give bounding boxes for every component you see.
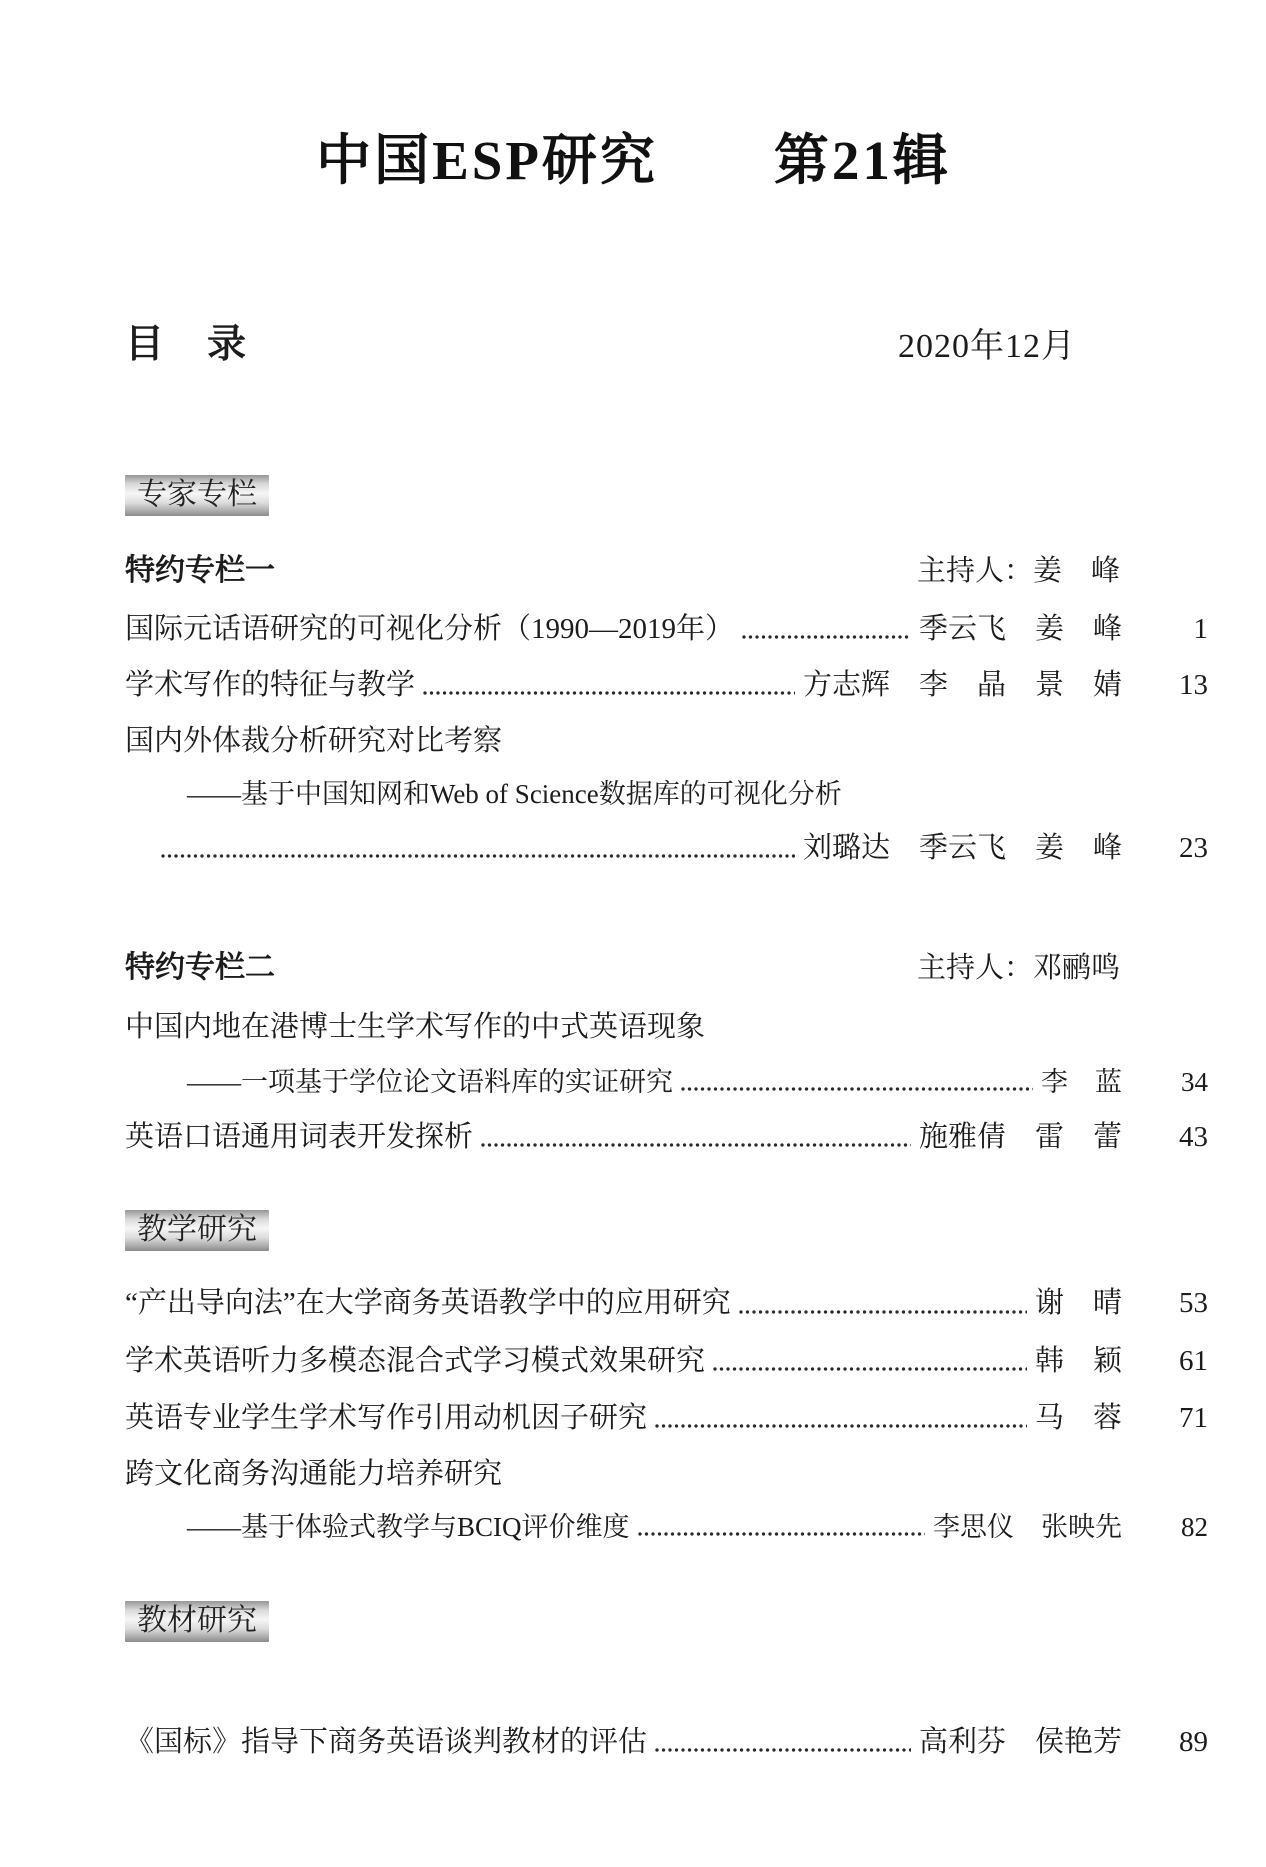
entry-page: 82: [1181, 1511, 1208, 1542]
entry-page: 13: [1179, 668, 1208, 701]
dot-leader: [638, 1529, 925, 1538]
dot-leader: [742, 632, 911, 641]
dot-leader: [713, 1364, 1027, 1373]
entry-page: 43: [1179, 1120, 1208, 1153]
host-name: 姜 峰: [1032, 555, 1120, 588]
section-badge-materials: 教材研究: [125, 1601, 269, 1642]
group-header: [125, 951, 1210, 986]
section-badge-experts: 专家专栏: [125, 475, 269, 516]
journal-title: 中国ESP研究 第21辑: [316, 130, 951, 191]
dot-leader: [423, 688, 795, 697]
toc-entry: [125, 669, 1210, 702]
entry-authors: 李 蓝: [1041, 1066, 1122, 1097]
section-badge-wrap: [125, 1210, 1210, 1251]
entry-authors: 刘璐达 季云飞 姜 峰: [802, 831, 1122, 864]
entry-page: 71: [1179, 1401, 1208, 1434]
toc-entry-subtitle: [125, 779, 1210, 810]
group-header: [125, 554, 1210, 589]
entry-subtitle: ——基于体验式教学与BCIQ评价维度: [187, 1511, 630, 1542]
entry-authors: 施雅倩 雷 蕾: [918, 1120, 1122, 1153]
group-host: [917, 555, 1120, 588]
entry-authors: 谢 晴: [1034, 1287, 1122, 1320]
entry-subtitle: ——基于中国知网和Web of Science数据库的可视化分析: [187, 778, 842, 809]
entry-authors: 李思仪 张映先: [933, 1511, 1122, 1542]
dot-leader: [655, 1421, 1027, 1430]
entry-page: 1: [1193, 612, 1208, 645]
toc-entry-subtitle: [125, 1067, 1210, 1098]
entry-title: 《国标》指导下商务英语谈判教材的评估: [125, 1725, 648, 1758]
dot-leader: [655, 1745, 911, 1754]
toc-header: [125, 313, 1210, 369]
entry-title: 学术英语听力多模态混合式学习模式效果研究: [125, 1344, 706, 1377]
toc-entry: [125, 1726, 1210, 1759]
toc-label: 目 录: [125, 323, 249, 366]
toc-entry: [125, 725, 1210, 758]
section-badge-wrap: [125, 475, 1210, 516]
toc-entry: [125, 1402, 1210, 1435]
entry-title: 国际元话语研究的可视化分析（1990—2019年）: [125, 612, 735, 645]
entry-authors: 马 蓉: [1034, 1401, 1122, 1434]
section-badge-teaching: 教学研究: [125, 1210, 269, 1251]
entry-authors: 季云飞 姜 峰: [918, 612, 1122, 645]
entry-subtitle: ——一项基于学位论文语料库的实证研究: [187, 1066, 673, 1097]
toc-entry: [125, 1345, 1210, 1378]
toc-entry: [125, 1287, 1210, 1320]
entry-authors: 高利芬 侯艳芳: [918, 1725, 1122, 1758]
group-host: [917, 952, 1120, 985]
entry-title: 英语专业学生学术写作引用动机因子研究: [125, 1401, 648, 1434]
entry-page: 34: [1181, 1066, 1208, 1097]
dot-leader: [161, 851, 795, 860]
toc-entry: [125, 1121, 1210, 1154]
entry-authors: 韩 颖: [1034, 1344, 1122, 1377]
host-label: 主持人：: [916, 952, 1033, 985]
dot-leader: [739, 1307, 1027, 1316]
group-title: 特约专栏二: [125, 950, 275, 984]
entry-title: 英语口语通用词表开发探析: [125, 1120, 474, 1153]
host-name: 邓鹂鸣: [1032, 952, 1120, 985]
group-title: 特约专栏一: [125, 554, 275, 587]
entry-page: 23: [1179, 831, 1208, 864]
entry-authors: 方志辉 李 晶 景 婧: [802, 668, 1122, 701]
section-badge-wrap: [125, 1601, 1210, 1642]
dot-leader: [681, 1084, 1033, 1093]
entry-page: 61: [1179, 1344, 1208, 1377]
host-label: 主持人：: [916, 555, 1033, 588]
toc-entry-subtitle: [125, 1512, 1210, 1543]
entry-title: 中国内地在港博士生学术写作的中式英语现象: [125, 1011, 706, 1044]
toc-entry: [125, 1458, 1210, 1491]
entry-title: 学术写作的特征与教学: [125, 668, 416, 701]
entry-page: 89: [1179, 1725, 1208, 1758]
toc-entry: [125, 613, 1210, 646]
entry-page: 53: [1179, 1287, 1208, 1320]
dot-leader: [481, 1140, 911, 1149]
toc-entry: [125, 1011, 1210, 1044]
entry-title: 国内外体裁分析研究对比考察: [125, 725, 503, 758]
toc-page: [0, 116, 1266, 1867]
toc-entry-continuation: [125, 832, 1210, 865]
issue-date: 2020年12月: [898, 328, 1076, 365]
entry-title: “产出导向法”在大学商务英语教学中的应用研究: [125, 1287, 731, 1320]
entry-title: 跨文化商务沟通能力培养研究: [125, 1458, 503, 1491]
